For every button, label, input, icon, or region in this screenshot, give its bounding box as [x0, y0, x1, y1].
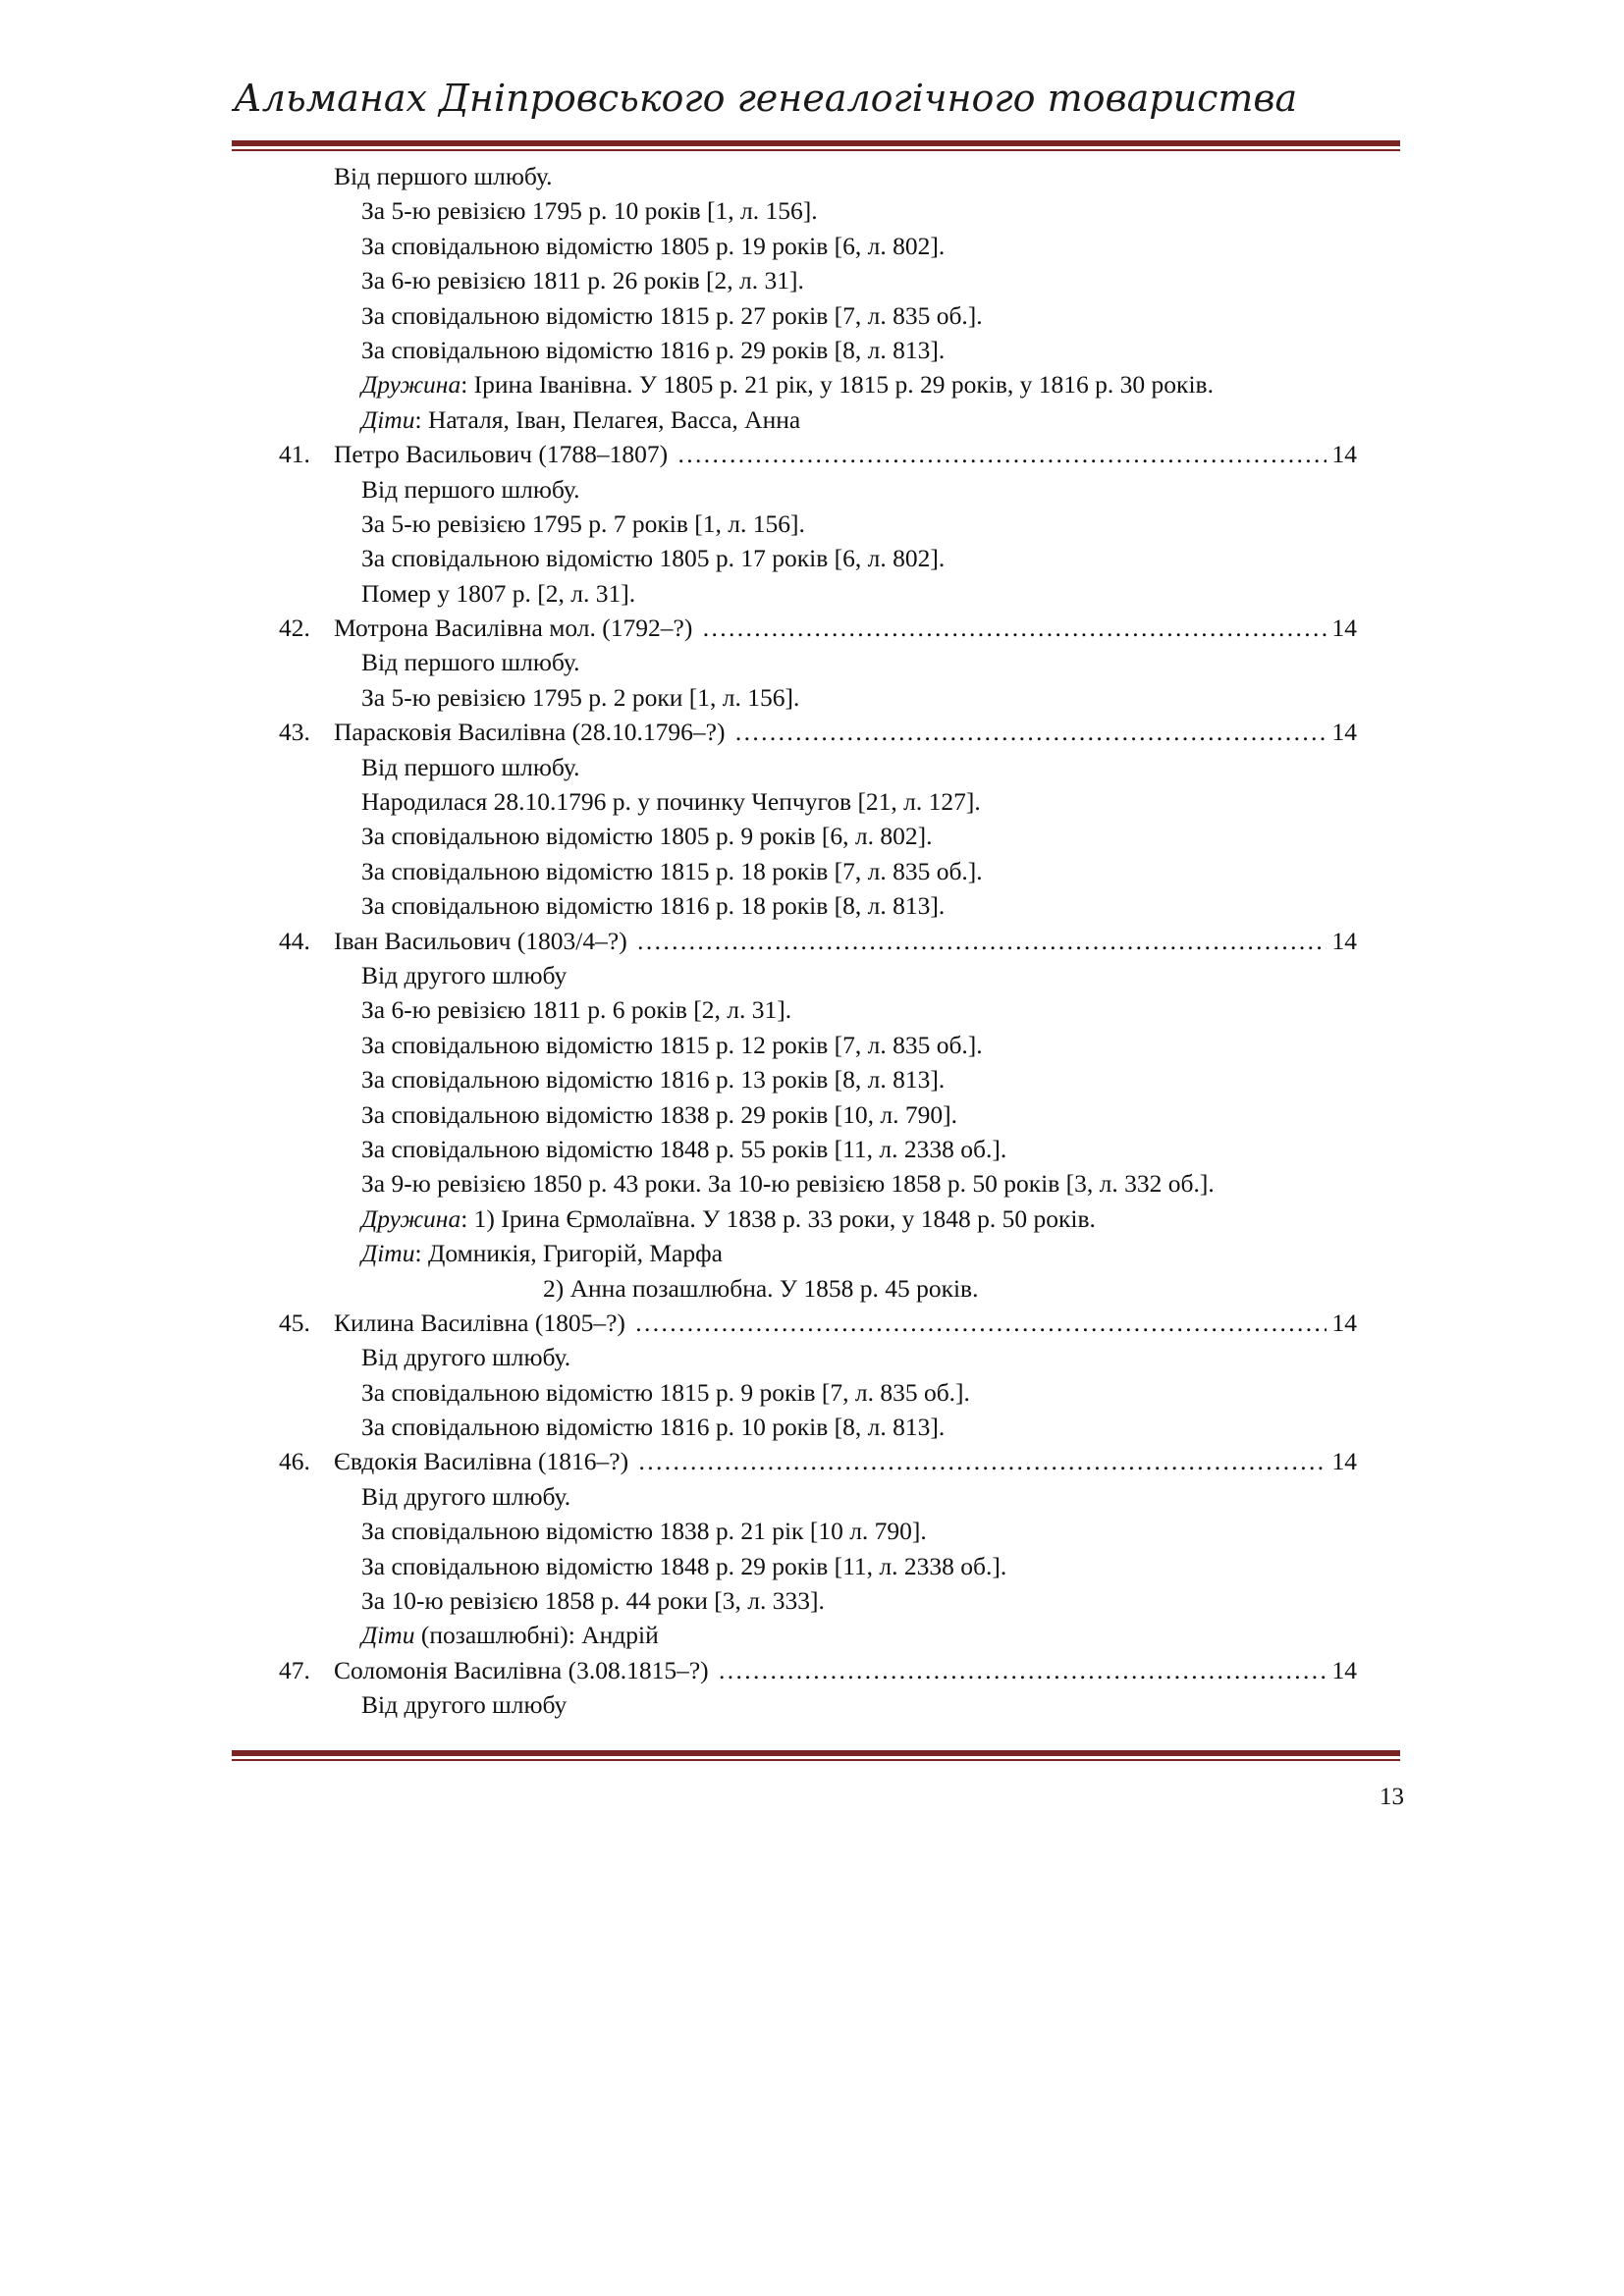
text-line: За 5-ю ревізією 1795 р. 10 років [1, л. 156].	[361, 196, 818, 226]
main-content	[0, 159, 1624, 1723]
entry-page: 14	[1326, 715, 1358, 749]
children-line: Діти (позашлюбні): Андрій	[361, 1621, 659, 1650]
text-line: За сповідальною відомістю 1815 р. 27 років [7, л. 835 об.].	[361, 300, 983, 330]
spouse-line: Дружина: Ірина Іванівна. У 1805 р. 21 рік, у 1815 р. 29 років, у 1816 р. 30 років.	[361, 370, 1214, 400]
text-line: Від першого шлюбу.	[361, 474, 580, 504]
text-line: За сповідальною відомістю 1848 р. 29 років [11, л. 2338 об.].	[361, 1551, 1007, 1580]
footer-rule	[232, 1750, 1400, 1761]
entry-number: 46.	[279, 1447, 310, 1476]
entry-title: Соломонія Василівна (3.08.1815–?)	[334, 1656, 715, 1684]
text-line: Від першого шлюбу.	[334, 162, 553, 190]
entry-page: 14	[1326, 1306, 1358, 1340]
text-line: Від другого шлюбу	[361, 960, 568, 989]
children-line: Діти: Наталя, Іван, Пелагея, Васса, Анна	[361, 404, 801, 434]
entry-page: 14	[1326, 437, 1358, 471]
entry-heading	[0, 1444, 1624, 1478]
text-line: За 5-ю ревізією 1795 р. 7 років [1, л. 156].	[361, 508, 805, 538]
entry-number: 47.	[279, 1655, 310, 1684]
text-line: Від першого шлюбу.	[361, 648, 580, 677]
text-line: Народилася 28.10.1796 р. у починку Чепчугов [21, л. 127].	[361, 787, 981, 817]
text-line: За сповідальною відомістю 1838 р. 21 рік [10 л. 790].	[361, 1517, 927, 1546]
entry-page: 14	[1326, 611, 1358, 645]
text-line: Від другого шлюбу.	[361, 1343, 571, 1372]
text-line: За сповідальною відомістю 1848 р. 55 років [11, л. 2338 об.].	[361, 1134, 1007, 1163]
entry-title: Євдокія Василівна (1816–?)	[334, 1447, 634, 1475]
text-line: За сповідальною відомістю 1805 р. 19 років [6, л. 802].	[361, 231, 946, 260]
text-line: За сповідальною відомістю 1838 р. 29 років [10, л. 790].	[361, 1099, 957, 1129]
entry-heading	[0, 611, 1624, 645]
entry-heading	[0, 437, 1624, 471]
entry-number: 41.	[279, 440, 310, 469]
text-line: За сповідальною відомістю 1805 р. 17 років [6, л. 802].	[361, 544, 946, 573]
entry-page: 14	[1326, 1444, 1358, 1478]
entry-heading	[0, 1653, 1624, 1687]
entry-title: Мотрона Василівна мол. (1792–?)	[334, 614, 698, 642]
text-line: За сповідальною відомістю 1816 р. 13 років [8, л. 813].	[361, 1065, 946, 1095]
running-header: Альманах Дніпровського генеалогічного товариства	[234, 77, 1298, 120]
text-line: За сповідальною відомістю 1816 р. 10 років [8, л. 813].	[361, 1413, 946, 1442]
text-line: Помер у 1807 р. [2, л. 31].	[361, 578, 636, 608]
entry-number: 45.	[279, 1308, 310, 1337]
spouse-line: Дружина: 1) Ірина Єрмолаївна. У 1838 р. 33 роки, у 1848 р. 50 років.	[361, 1203, 1096, 1233]
text-line: За сповідальною відомістю 1816 р. 29 років [8, л. 813].	[361, 335, 946, 364]
entry-title: Петро Васильович (1788–1807)	[334, 440, 674, 468]
text-line: Від другого шлюбу.	[361, 1481, 571, 1511]
text-line: За сповідальною відомістю 1815 р. 12 років [7, л. 835 об.].	[361, 1030, 983, 1059]
entry-heading	[0, 1306, 1624, 1340]
entry-title: Іван Васильович (1803/4–?)	[334, 927, 633, 955]
children-line: Діти: Домникія, Григорій, Марфа	[361, 1239, 723, 1268]
entry-number: 44.	[279, 926, 310, 955]
page-number: 13	[1380, 1784, 1404, 1810]
text-line: За сповідальною відомістю 1815 р. 18 років [7, л. 835 об.].	[361, 856, 983, 885]
text-line: За сповідальною відомістю 1815 р. 9 років [7, л. 835 об.].	[361, 1377, 970, 1407]
text-line: За сповідальною відомістю 1816 р. 18 років [8, л. 813].	[361, 891, 946, 921]
text-line: Від другого шлюбу	[361, 1690, 568, 1720]
text-line: За 6-ю ревізією 1811 р. 6 років [2, л. 31].	[361, 995, 792, 1025]
entry-number: 43.	[279, 718, 310, 747]
header-rule	[232, 140, 1400, 151]
text-line: За 10-ю ревізією 1858 р. 44 роки [3, л. 333].	[361, 1586, 825, 1616]
text-line: За 9-ю ревізією 1850 р. 43 роки. За 10-ю ревізією 1858 р. 50 років [3, л. 332 об.].	[361, 1169, 1215, 1199]
text-line: За 6-ю ревізією 1811 р. 26 років [2, л. 31].	[361, 266, 804, 295]
entry-heading	[0, 715, 1624, 749]
entry-page: 14	[1326, 924, 1358, 958]
text-line: За 5-ю ревізією 1795 р. 2 роки [1, л. 156].	[361, 682, 800, 712]
entry-title: Килина Василівна (1805–?)	[334, 1308, 631, 1337]
entry-page: 14	[1326, 1653, 1358, 1687]
entry-number: 42.	[279, 614, 310, 643]
entry-title: Парасковія Василівна (28.10.1796–?)	[334, 718, 731, 746]
entry-heading	[0, 924, 1624, 958]
text-line: Від першого шлюбу.	[361, 752, 580, 781]
spouse2-line: 2) Анна позашлюбна. У 1858 р. 45 років.	[543, 1273, 979, 1303]
text-line: За сповідальною відомістю 1805 р. 9 років [6, л. 802].	[361, 822, 933, 851]
